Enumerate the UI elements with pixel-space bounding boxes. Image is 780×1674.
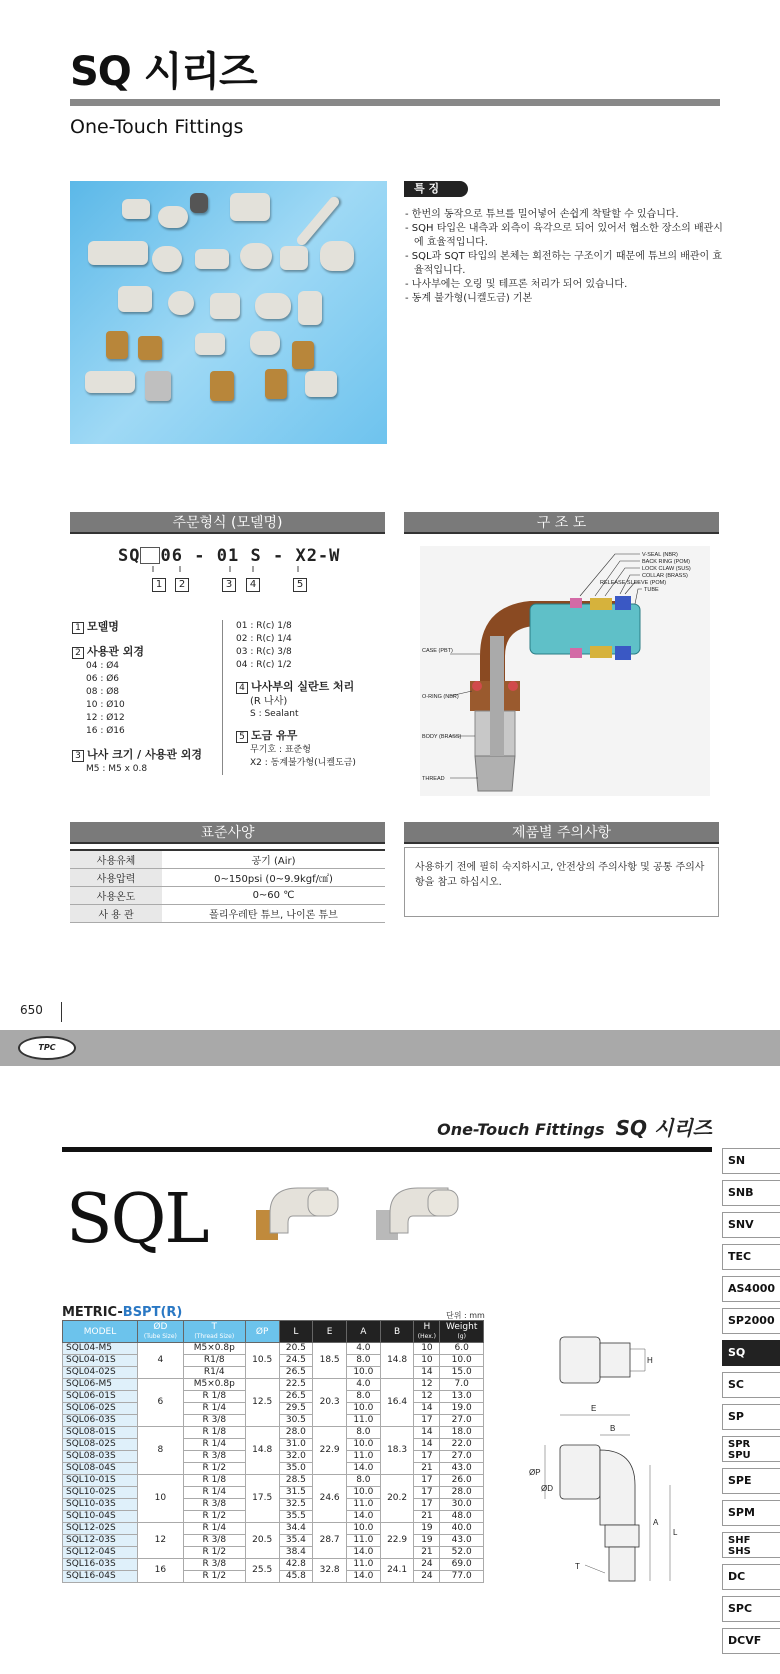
page-subtitle: One-Touch Fittings [70,116,244,138]
table-cell: 24.5 [279,1355,313,1367]
svg-text:B: B [610,1424,616,1433]
table-cell: 12 [138,1523,184,1559]
table-cell: 12 [414,1391,440,1403]
title-rule [70,99,720,106]
table-cell: 30.0 [440,1499,484,1511]
table-cell: 17 [414,1415,440,1427]
options-divider [222,620,223,775]
table-cell: 17 [414,1487,440,1499]
table-cell: 19 [414,1523,440,1535]
page-number: 650 [20,1003,43,1017]
code-box-1: 1 [152,578,166,592]
tab-spe[interactable]: SPE [722,1468,780,1494]
table-cell: 27.0 [440,1415,484,1427]
table-cell: SQL10-02S [63,1487,138,1499]
table-cell: 14 [414,1403,440,1415]
svg-text:TUBE: TUBE [644,587,659,593]
table-cell: SQL06-M5 [63,1379,138,1391]
table-cell: 7.0 [440,1379,484,1391]
svg-text:RELEASE SLEEVE (POM): RELEASE SLEEVE (POM) [600,580,667,586]
table-cell: 11.0 [346,1451,380,1463]
unit-label: 단위 : mm [446,1311,485,1320]
table-cell: 32.5 [279,1499,313,1511]
table-cell: 22.9 [380,1523,414,1559]
table-cell: 77.0 [440,1571,484,1583]
table-cell: 11.0 [346,1499,380,1511]
order-code: SQ 06 - 01 S - X2-W [118,546,341,566]
table-cell: 29.5 [279,1403,313,1415]
column-header: A [346,1321,380,1343]
table-cell: 25.5 [245,1559,279,1583]
spec-row: 사 용 관 폴리우레탄 튜브, 나이론 튜브 [70,904,385,922]
table-cell: SQL06-03S [63,1415,138,1427]
table-cell: 26.5 [279,1367,313,1379]
table-cell: R 1/4 [183,1523,245,1535]
table-cell: SQL08-03S [63,1451,138,1463]
order-section-header: 주문형식 (모델명) [70,512,385,534]
table-cell: R 1/2 [183,1463,245,1475]
svg-text:T: T [575,1562,580,1571]
table-cell: R 1/4 [183,1487,245,1499]
table-cell: 14 [414,1427,440,1439]
svg-text:L: L [673,1528,678,1537]
table-cell: 28.5 [279,1475,313,1487]
column-header: ØP [245,1321,279,1343]
table-cell: 8.0 [346,1475,380,1487]
table-cell: 6.0 [440,1343,484,1355]
table-cell: 30.5 [279,1415,313,1427]
table-cell: 28.7 [313,1523,347,1559]
tab-spr-spu[interactable]: SPR SPU [722,1436,780,1462]
table-cell: 21 [414,1547,440,1559]
tab-dc[interactable]: DC [722,1564,780,1590]
table-cell: R 3/8 [183,1559,245,1571]
table-cell: SQL08-01S [63,1427,138,1439]
caution-section-header: 제품별 주의사항 [404,822,719,844]
table-cell: 14 [414,1439,440,1451]
table-cell: SQL04-02S [63,1367,138,1379]
order-options-left: 1 모델명 2 사용관 외경 04 : Ø4 06 : Ø6 08 : Ø8 10 : Ø10 12 : Ø12 16 : Ø16 3 나사 크기 / 사용관 외경 M5 : M5 x 0.8 [72,618,212,776]
spec-row: 사용압력 0~150psi (0~9.9kgf/㎠) [70,868,385,886]
table-cell: 4.0 [346,1343,380,1355]
order-options-right: 01 : R(c) 1/8 02 : R(c) 1/4 03 : R(c) 3/8 04 : R(c) 1/2 4 나사부의 실란트 처리 (R 나사) S : Sealant 5 도금 유무 무기호 : 표준형 X2 : 동계불가형(니켈도금) [236,621,356,768]
code-box-4: 4 [246,578,260,592]
table-cell: 18.0 [440,1427,484,1439]
table-cell: 19 [414,1535,440,1547]
code-box-2: 2 [175,578,189,592]
table-cell: R1/4 [183,1367,245,1379]
table-cell: 8.0 [346,1391,380,1403]
svg-text:E: E [591,1404,597,1413]
table-cell: 8.0 [346,1355,380,1367]
table-cell: 10.0 [346,1439,380,1451]
table-cell: 17 [414,1475,440,1487]
tab-snb[interactable]: SNB [722,1180,780,1206]
table-cell: R 1/8 [183,1391,245,1403]
table-cell: 19.0 [440,1403,484,1415]
features-badge: 특 징 [404,181,468,197]
svg-text:CASE (PBT): CASE (PBT) [422,648,453,654]
table-cell: 40.0 [440,1523,484,1535]
table-cell: 31.0 [279,1439,313,1451]
column-header: MODEL [63,1321,138,1343]
spec-section-header: 표준사양 [70,822,385,844]
table-cell: 12 [414,1379,440,1391]
tpc-logo: TPC [18,1036,76,1060]
table-cell: 14.8 [245,1427,279,1475]
caution-text: 사용하기 전에 필히 숙지하시고, 안전상의 주의사항 및 공통 주의사항을 참고 하십시오. [404,847,719,917]
table-cell: R 1/8 [183,1475,245,1487]
table-cell: SQL06-01S [63,1391,138,1403]
feature-item: - 동계 불가형(니켈도금) 기본 [405,293,533,304]
table-cell: 10 [414,1355,440,1367]
table-cell: R1/8 [183,1355,245,1367]
table-cell: 18.5 [313,1343,347,1379]
feature-item: - SQH 타입은 내측과 외측이 육각으로 되어 있어서 협소한 장소의 배관시 에 효율적입니다. [405,223,723,248]
table-cell: 17.5 [245,1475,279,1523]
table-cell: 27.0 [440,1451,484,1463]
table-cell: 17 [414,1451,440,1463]
metric-label: METRIC-BSPT(R) [62,1305,183,1320]
table-cell: SQL12-02S [63,1523,138,1535]
tab-sn[interactable]: SN [722,1148,780,1174]
table-cell: 11.0 [346,1415,380,1427]
tab-spm[interactable]: SPM [722,1500,780,1526]
code-blank [140,547,160,564]
table-cell: 4.0 [346,1379,380,1391]
table-cell: 14.0 [346,1463,380,1475]
feature-item: - SQL과 SQT 타입의 본체는 회전하는 구조이기 때문에 튜브의 배관이 효 율적입니다. [405,251,723,276]
table-cell: 10.5 [245,1343,279,1379]
table-cell: 52.0 [440,1547,484,1559]
feature-item: - 한번의 동작으로 튜브를 밀어넣어 손쉽게 착탈할 수 있습니다. [405,209,679,220]
svg-text:A: A [653,1518,659,1527]
table-row [63,1427,484,1439]
page-number-divider [61,1002,62,1022]
table-cell: 24 [414,1571,440,1583]
table-cell: R 1/2 [183,1511,245,1523]
table-cell: SQL12-04S [63,1547,138,1559]
table-cell: 11.0 [346,1559,380,1571]
svg-text:O-RING (NBR): O-RING (NBR) [422,694,459,700]
table-cell: 14.0 [346,1571,380,1583]
table-cell: 13.0 [440,1391,484,1403]
dimension-table [62,1320,484,1583]
table-row [63,1343,484,1355]
table-cell: 45.8 [279,1571,313,1583]
table-cell: 10 [138,1475,184,1523]
table-cell: SQL04-01S [63,1355,138,1367]
table-cell: 10.0 [346,1523,380,1535]
table-row [63,1379,484,1391]
svg-text:BACK RING (POM): BACK RING (POM) [642,559,690,565]
table-cell: 20.5 [245,1523,279,1559]
table-cell: R 3/8 [183,1499,245,1511]
table-cell: SQL12-03S [63,1535,138,1547]
footer-bar [0,1030,780,1066]
structure-section-header: 구 조 도 [404,512,719,534]
table-cell: 20.5 [279,1343,313,1355]
product-photo [70,181,387,444]
table-cell: 48.0 [440,1511,484,1523]
table-cell: SQL08-02S [63,1439,138,1451]
table-cell: 6 [138,1379,184,1427]
tab-sp2000[interactable]: SP2000 [722,1308,780,1334]
tab-spc[interactable]: SPC [722,1596,780,1622]
svg-text:LOCK CLAW (SUS): LOCK CLAW (SUS) [642,566,691,572]
table-cell: 8 [138,1427,184,1475]
table-cell: 10.0 [346,1487,380,1499]
table-cell: 32.0 [279,1451,313,1463]
tab-tec[interactable]: TEC [722,1244,780,1270]
table-cell: 8.0 [346,1427,380,1439]
table-cell: 12.5 [245,1379,279,1427]
table-cell: 69.0 [440,1559,484,1571]
table-cell: R 3/8 [183,1451,245,1463]
spec-table [70,849,385,923]
table-cell: 26.0 [440,1475,484,1487]
table-cell: 10 [414,1343,440,1355]
table-cell: 21 [414,1511,440,1523]
table-cell: 24 [414,1559,440,1571]
svg-text:ØP: ØP [529,1468,541,1477]
table-cell: M5×0.8p [183,1343,245,1355]
table-cell: 43.0 [440,1535,484,1547]
table-cell: R 1/2 [183,1547,245,1559]
table-cell: 34.4 [279,1523,313,1535]
column-header: T (Thread Size) [183,1321,245,1343]
column-header: ØD (Tube Size) [138,1321,184,1343]
table-cell: 22.9 [313,1427,347,1475]
structure-diagram [420,546,710,796]
table-cell: R 1/2 [183,1571,245,1583]
column-header: H (Hex.) [414,1321,440,1343]
table-cell: R 3/8 [183,1415,245,1427]
features-list [405,208,725,306]
tab-snv[interactable]: SNV [722,1212,780,1238]
table-cell: 22.5 [279,1379,313,1391]
table-cell: 16 [138,1559,184,1583]
dimension-drawing [505,1325,705,1655]
tab-sc[interactable]: SC [722,1372,780,1398]
table-cell: 28.0 [279,1427,313,1439]
table-row [63,1559,484,1571]
table-row [63,1475,484,1487]
page2-rule [62,1147,712,1152]
table-cell: 35.5 [279,1511,313,1523]
tab-shf-shs[interactable]: SHF SHS [722,1532,780,1558]
code-box-3: 3 [222,578,236,592]
table-cell: 20.2 [380,1475,414,1523]
table-cell: SQL08-04S [63,1463,138,1475]
svg-text:ØD: ØD [541,1484,553,1493]
table-cell: SQL16-03S [63,1559,138,1571]
table-cell: 10.0 [440,1355,484,1367]
table-cell: SQL10-04S [63,1511,138,1523]
table-cell: R 1/4 [183,1403,245,1415]
table-cell: R 3/8 [183,1535,245,1547]
column-header: E [313,1321,347,1343]
table-cell: 14.8 [380,1343,414,1379]
table-cell: 14.0 [346,1511,380,1523]
table-cell: SQL10-01S [63,1475,138,1487]
series-tabs [722,1148,780,1660]
table-cell: SQL04-M5 [63,1343,138,1355]
table-cell: 15.0 [440,1367,484,1379]
tab-as4000[interactable]: AS4000 [722,1276,780,1302]
table-cell: 38.4 [279,1547,313,1559]
table-cell: 31.5 [279,1487,313,1499]
table-cell: 24.6 [313,1475,347,1523]
table-cell: 26.5 [279,1391,313,1403]
table-row [63,1523,484,1535]
svg-text:H: H [647,1356,653,1365]
table-cell: 28.0 [440,1487,484,1499]
table-cell: 20.3 [313,1379,347,1427]
table-cell: SQL10-03S [63,1499,138,1511]
table-cell: 35.4 [279,1535,313,1547]
tab-sp[interactable]: SP [722,1404,780,1430]
table-cell: 35.0 [279,1463,313,1475]
code-box-5: 5 [293,578,307,592]
table-cell: SQL16-04S [63,1571,138,1583]
table-cell: 14.0 [346,1547,380,1559]
table-cell: R 1/4 [183,1439,245,1451]
column-header: Weight (g) [440,1321,484,1343]
svg-text:BODY (BRASS): BODY (BRASS) [422,734,462,740]
table-cell: SQL06-02S [63,1403,138,1415]
page2-title: One-Touch Fittings SQ 시리즈 [437,1116,712,1140]
column-header: L [279,1321,313,1343]
table-cell: 22.0 [440,1439,484,1451]
table-cell: 32.8 [313,1559,347,1583]
table-cell: 10.0 [346,1367,380,1379]
table-cell: 11.0 [346,1535,380,1547]
tab-dcvf[interactable]: DCVF [722,1628,780,1654]
tab-sq[interactable]: SQ [722,1340,780,1366]
table-cell: M5×0.8p [183,1379,245,1391]
svg-text:COLLAR (BRASS): COLLAR (BRASS) [642,573,688,579]
table-cell: R 1/8 [183,1427,245,1439]
table-cell: 24.1 [380,1559,414,1583]
table-cell: 14 [414,1367,440,1379]
feature-item: - 나사부에는 오링 및 테프론 처리가 되어 있습니다. [405,279,628,290]
svg-text:THREAD: THREAD [422,776,445,782]
table-cell: 16.4 [380,1379,414,1427]
table-cell: 18.3 [380,1427,414,1475]
table-cell: 21 [414,1463,440,1475]
model-name: SQL [66,1180,208,1259]
table-cell: 42.8 [279,1559,313,1571]
page-title: SQ 시리즈 [70,49,257,95]
column-header: B [380,1321,414,1343]
table-cell: 4 [138,1343,184,1379]
svg-text:V-SEAL (NBR): V-SEAL (NBR) [642,552,678,558]
spec-row: 사용유체 공기 (Air) [70,850,385,868]
table-cell: 17 [414,1499,440,1511]
table-cell: 10.0 [346,1403,380,1415]
product-images [248,1178,468,1258]
table-cell: 43.0 [440,1463,484,1475]
spec-row: 사용온도 0~60 ℃ [70,886,385,904]
